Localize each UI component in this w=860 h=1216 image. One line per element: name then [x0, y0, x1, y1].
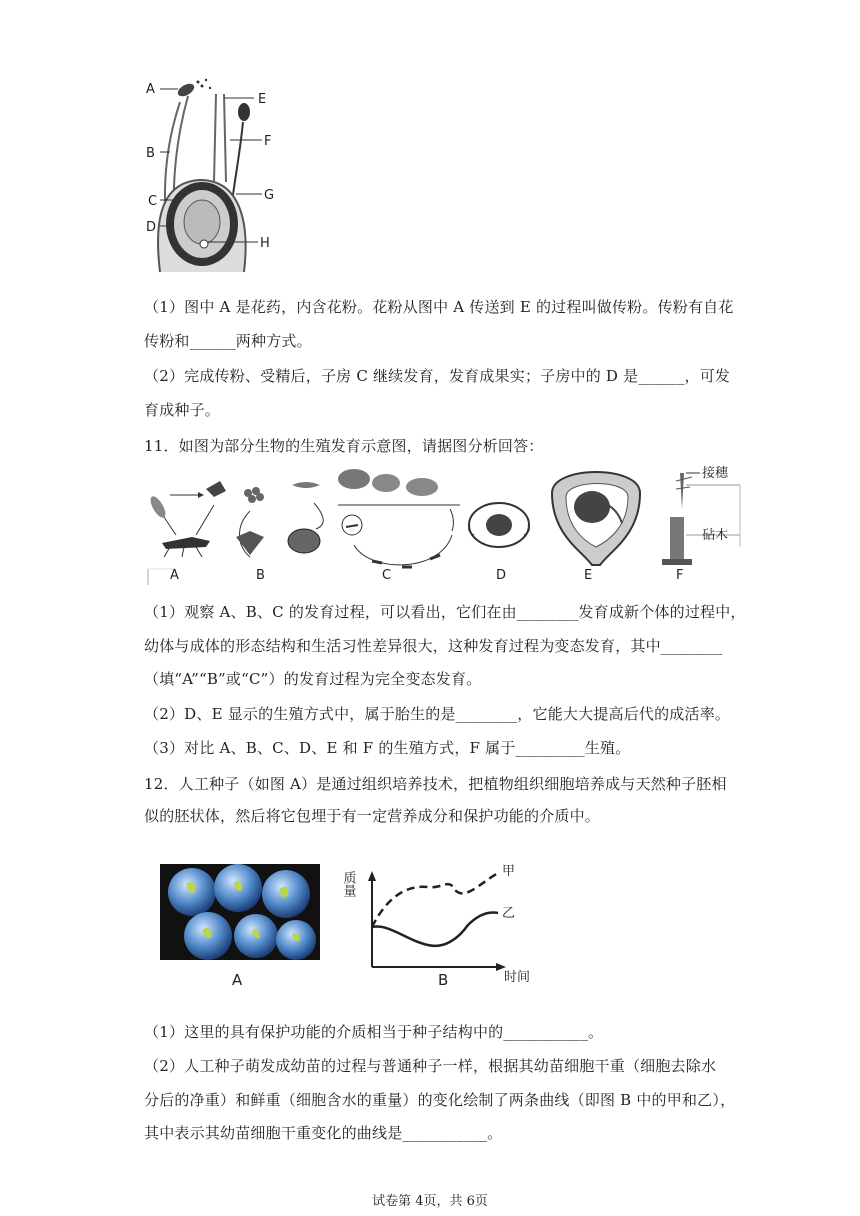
graft-stock-label: 砧木: [702, 528, 729, 543]
figure-E-uterus: [552, 472, 640, 565]
artificial-seeds-photo: [160, 864, 320, 960]
q12-part2-line3: 其中表示其幼苗细胞干重变化的曲线是___________。: [144, 1124, 503, 1142]
graft-scion-label: 接穗: [702, 466, 729, 481]
q12-part2-line1: （2）人工种子萌发成幼苗的过程与普通种子一样，根据其幼苗细胞干重（细胞去除水: [144, 1057, 717, 1075]
q12-stem-line2: 似的胚状体，然后将它包埋于有一定营养成分和保护功能的介质中。: [144, 807, 601, 825]
series-yi-label: 乙: [502, 906, 516, 921]
figure-F-graft: [662, 465, 740, 565]
chart-ylabel: 质量: [340, 871, 356, 897]
q11-part2: （2）D、E 显示的生殖方式中，属于胎生的是________，它能大大提高后代的成活率。: [144, 705, 731, 723]
figure-C-frog: [338, 469, 460, 567]
reproduction-figure: [140, 465, 750, 585]
label-B: B: [146, 146, 155, 161]
q11-part1-line2: 幼体与成体的形态结构和生活习性差异很大，这种发育过程为变态发育，其中________: [144, 637, 723, 655]
figure-label-B: B: [256, 568, 265, 583]
figure-B-caption: B: [438, 971, 449, 989]
series-jia-line: [372, 873, 498, 927]
label-H: H: [260, 236, 270, 251]
mass-time-chart: [340, 855, 538, 985]
q10-part1-line1: （1）图中 A 是花药，内含花粉。花粉从图中 A 传送到 E 的过程叫做传粉。传粉有自花: [144, 298, 734, 316]
series-jia-label: 甲: [502, 864, 516, 879]
label-G: G: [264, 188, 275, 203]
q10-part2-line1: （2）完成传粉、受精后，子房 C 继续发育，发育成果实；子房中的 D 是______，可发: [144, 367, 731, 385]
label-C: C: [148, 194, 158, 209]
figure-label-E: E: [584, 568, 593, 583]
figure-A-grasshopper: [148, 481, 226, 557]
q12-stem-line1: 12．人工种子（如图 A）是通过组织培养技术，把植物组织细胞培养成与天然种子胚相: [144, 775, 727, 793]
label-A: A: [146, 82, 155, 97]
figure-label-F: F: [676, 568, 684, 583]
series-yi-line: [372, 913, 498, 946]
q11-part3: （3）对比 A、B、C、D、E 和 F 的生殖方式，F 属于_________生殖。: [144, 739, 631, 757]
q11-stem: 11．如图为部分生物的生殖发育示意图，请据图分析回答：: [144, 437, 544, 455]
q12-part2-line2: 分后的净重）和鲜重（细胞含水的重量）的变化绘制了两条曲线（即图 B 中的甲和乙），: [144, 1091, 736, 1109]
q11-part1-line1: （1）观察 A、B、C 的发育过程，可以看出，它们在由________发育成新个体的过程中，: [144, 603, 746, 621]
figure-A-caption: A: [232, 971, 243, 989]
figure-label-C: C: [382, 568, 392, 583]
figure-label-D: D: [496, 568, 507, 583]
q10-part2-line2: 育成种子。: [144, 401, 221, 419]
q10-part1-line2: 传粉和______两种方式。: [144, 332, 312, 350]
figure-D-egg: [469, 503, 530, 547]
q11-part1-line3: （填“A”“B”或“C”）的发育过程为完全变态发育。: [144, 670, 482, 688]
figure-B-butterfly: [236, 482, 323, 557]
flower-diagram: [140, 72, 290, 282]
chart-xlabel: 时间: [504, 970, 531, 985]
q12-part1: （1）这里的具有保护功能的介质相当于种子结构中的___________。: [144, 1023, 604, 1041]
label-E: E: [258, 92, 267, 107]
label-D: D: [146, 220, 157, 235]
figure-label-A: A: [170, 568, 179, 583]
page-footer: 试卷第 4页，共 6页: [372, 1194, 488, 1209]
label-F: F: [264, 134, 272, 149]
